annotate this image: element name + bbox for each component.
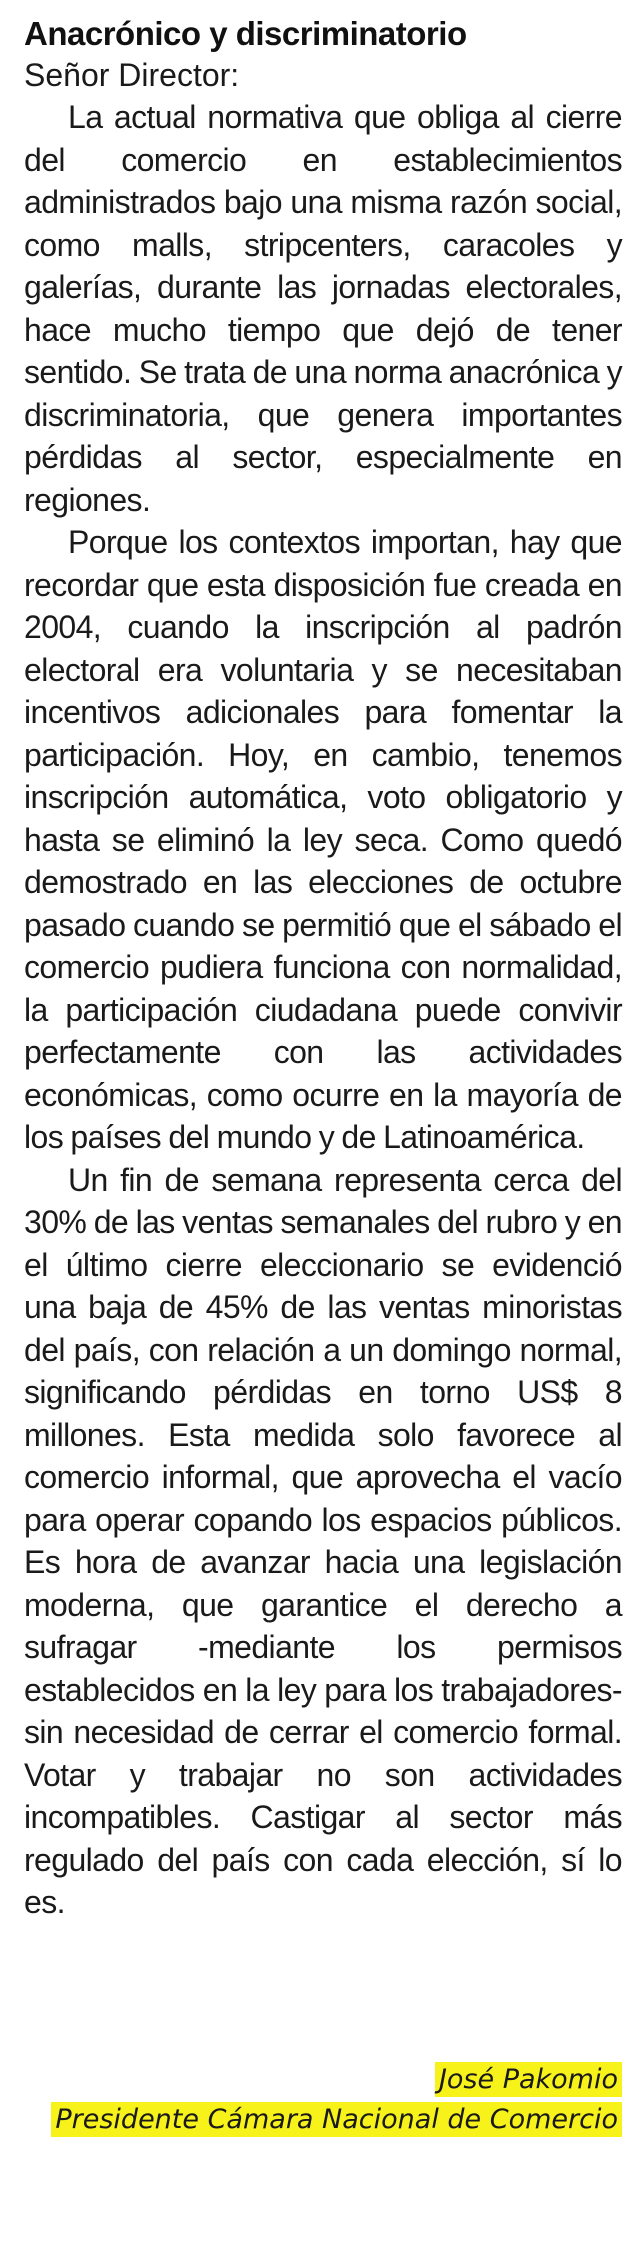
letter-salutation: Señor Director: xyxy=(24,57,240,93)
signature-block xyxy=(22,2060,622,2140)
letter-paragraph-3: Un fin de semana representa cerca del 30% de las ventas semanales del rubro y en el último cierre eleccionario se evidenció una baja de 45% de las ventas minoristas del país, con relación a un domingo normal, significando pérdidas en torno US$ 8 millones. Esta medida solo favorece al comercio informal, que aprovecha el vacío para operar copando los espacios públicos. Es hora de avanzar hacia una legislación moderna, que garantice el derecho a sufragar -mediante los permisos establecidos en la ley para los trabajadores- sin necesidad de cerrar el comercio formal. Votar y trabajar no son actividades incompatibles. Castigar al sector más regulado del país con cada elección, sí lo es. xyxy=(24,1161,622,1920)
letter-paragraph-1: La actual normativa que obliga al cierre del comercio en establecimientos administrados bajo una misma razón social, como malls, stripcenters, caracoles y galerías, durante las jornadas electorales, hace mucho tiempo que dejó de tener sentido. Se trata de una norma anacrónica y discriminatoria, que genera importantes pérdidas al sector, especialmente en regiones. xyxy=(24,99,622,518)
signature-title: Presidente Cámara Nacional de Comercio xyxy=(51,2102,622,2137)
letter-paragraph-2: Porque los contextos importan, hay que recordar que esta disposición fue creada en 2004, cuando la inscripción al padrón electoral era voluntaria y se necesitaban incentivos adicionales para fomentar la participación. Hoy, en cambio, tenemos inscripción automática, voto obligatorio y hasta se eliminó la ley seca. Como quedó demostrado en las elecciones de octubre pasado cuando se permitió que el sábado el comercio pudiera funciona con normalidad, la participación ciudadana puede convivir perfectamente con las actividades económicas, como ocurre en la mayoría de los países del mundo y de Latinoamérica. xyxy=(24,524,622,1155)
signature-name: José Pakomio xyxy=(435,2062,622,2097)
letter-to-editor xyxy=(24,14,622,1924)
letter-headline: Anacrónico y discriminatorio xyxy=(24,15,467,52)
